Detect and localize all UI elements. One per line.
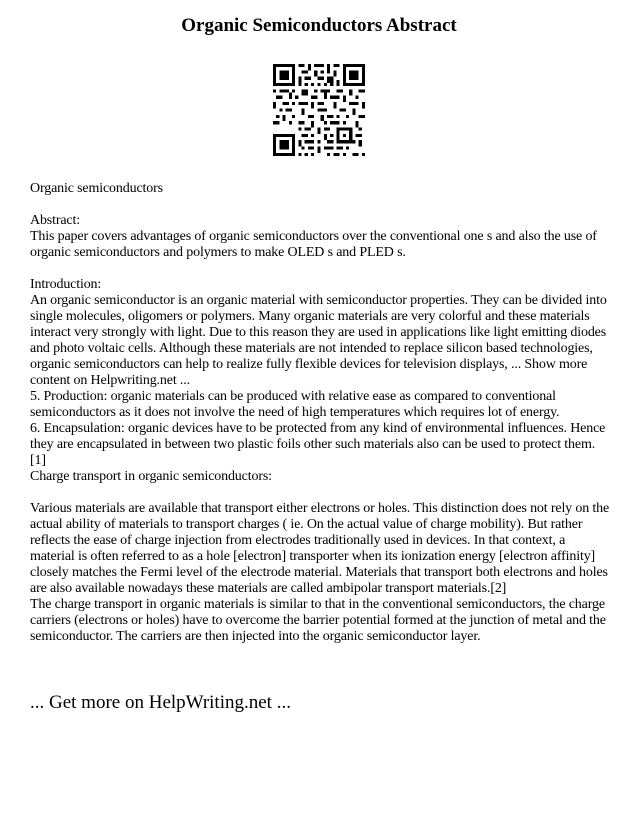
encapsulation-text: 6. Encapsulation: organic devices have to be protected from any kind of environmental influences. Hence they are encapsulated in between two plastic foils other such materials also can be used to protect them. [1] bbox=[30, 421, 606, 468]
paragraph-spacer bbox=[30, 485, 612, 501]
charge-transport-paragraph: Various materials are available that transport either electrons or holes. This distinction does not rely on the actual ability of materials to transport charges ( ie. On the actual value of charge mobility). But rather reflects the ease of charge injection from electrodes traditionally used in devices. In that context, a material is often referred to as a hole [electron] transporter when its ionization energy [electron affinity] closely matches the Fermi level of the electrode material. Materials that transport both electrons and holes are also available nowadays these materials are called ambipolar transport materials.[2] bbox=[30, 501, 610, 596]
abstract-label: Abstract: bbox=[30, 213, 80, 228]
qr-code-icon bbox=[273, 64, 365, 156]
paragraph-spacer bbox=[30, 261, 612, 277]
abstract-text: This paper covers advantages of organic semiconductors over the conventional one s and also the use of organic semiconductors and polymers to make OLED s and PLED s. bbox=[30, 229, 597, 260]
document-body bbox=[30, 181, 612, 645]
introduction-text: An organic semiconductor is an organic material with semiconductor properties. They can be divided into single molecules, oligomers or polymers. Many organic materials are very colorful and these materials interact very strongly with light. Due to this reason they are used in applications like light emitting diodes and photo voltaic cells. Although these materials are not intended to replace silicon based technologies, organic semiconductors can help to realize fully flexible devices for television displays, ... Show more content on Helpwriting.net ... bbox=[30, 293, 607, 388]
get-more-link[interactable]: ... Get more on HelpWriting.net ... bbox=[30, 692, 291, 713]
page-title: Organic Semiconductors Abstract bbox=[181, 15, 457, 36]
introduction-label: Introduction: bbox=[30, 277, 102, 292]
paragraph-spacer bbox=[30, 197, 612, 213]
production-text: 5. Production: organic materials can be produced with relative ease as compared to conventional semiconductors as it does not involve the need of high temperatures which requires lot of energy. bbox=[30, 389, 560, 420]
charge-transport-label: Charge transport in organic semiconductors: bbox=[30, 469, 272, 484]
charge-transport-paragraph: The charge transport in organic materials is similar to that in the conventional semiconductors, the charge carriers (electrons or holes) have to overcome the barrier potential formed at the junction of metal and the semiconductor. The carriers are then injected into the organic semiconductor layer. bbox=[30, 597, 606, 644]
document-heading: Organic semiconductors bbox=[30, 181, 163, 196]
